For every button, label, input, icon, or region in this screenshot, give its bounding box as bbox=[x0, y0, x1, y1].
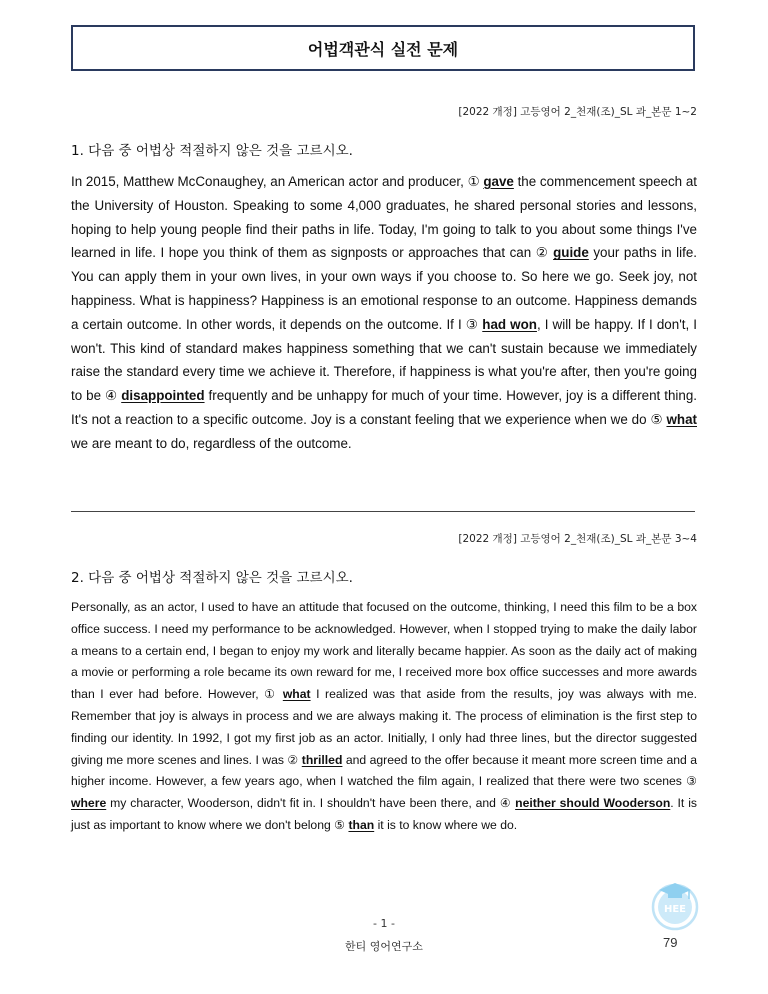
passage-text: I realized was that aside from the results, joy was always with me. Remember that joy is always in process and we are always making it. The process of elimination is the first step to finding our identity. In 1992, I got my first job as an actor. Initially, I only had three lines, but the director suggested giving me more scenes and lines. I was ② bbox=[71, 687, 697, 767]
section-divider bbox=[71, 511, 695, 512]
choice-1: what bbox=[282, 687, 311, 702]
q1-passage bbox=[71, 170, 697, 456]
q2-passage bbox=[71, 597, 697, 837]
page-number: - 1 - bbox=[373, 917, 395, 930]
q1-question: 1. 다음 중 어법상 적절하지 않은 것을 고르시오. bbox=[71, 143, 353, 159]
passage-text: and agreed to the offer because it meant more screen time and a higher income. However, a few years ago, when I watched the film again, I realized that there were two scenes ③ bbox=[71, 752, 698, 789]
page-title: 어법객관식 실전 문제 bbox=[307, 39, 459, 59]
choice-5: than bbox=[348, 817, 375, 832]
q2-source: [2022 개정] 고등영어 2_천재(조)_SL 과_본문 3~4 bbox=[458, 533, 697, 545]
passage-text: In 2015, Matthew McConaughey, an American actor and producer, ① bbox=[71, 174, 484, 189]
passage-text: . It is just as important to know where we don't belong ⑤ bbox=[71, 796, 697, 832]
logo-text: HEE bbox=[663, 904, 687, 915]
choice-2: guide bbox=[553, 245, 589, 261]
choice-4: disappointed bbox=[121, 388, 205, 404]
choice-3: where bbox=[71, 796, 107, 811]
choice-2: thrilled bbox=[301, 752, 343, 767]
choice-3: had won bbox=[482, 316, 537, 332]
passage-text: we are meant to do, regardless of the outcome. bbox=[71, 435, 352, 451]
page-title-box bbox=[71, 25, 695, 71]
q1-source: [2022 개정] 고등영어 2_천재(조)_SL 과_본문 1~2 bbox=[458, 106, 697, 118]
publisher-name: 한티 영어연구소 bbox=[345, 940, 423, 953]
passage-text: , I will be happy. If I don't, I won't. This kind of standard makes happiness something that we can't sustain because we immediately raise the standard every time we achieve it. Therefore, if happiness is what you're after, then you're going to be ④ bbox=[71, 316, 697, 404]
passage-text: Personally, as an actor, I used to have an attitude that focused on the outcome, thinking, I need this film to be a box office success. I need my performance to be acknowledged. However, when I stopped trying to make the daily labor a means to a certain end, I began to enjoy my work and literally became happier. As soon as the daily act of making a movie or performing a role became its own reward for me, I received more box office successes and more awards than I ever had before. However, ① bbox=[71, 600, 697, 702]
choice-4: neither should Wooderson bbox=[515, 796, 671, 811]
passage-text: frequently and be unhappy for much of your time. However, joy is a different thing. It's not a reaction to a specific outcome. Joy is a constant feeling that we experience when we do ⑤ bbox=[71, 388, 697, 427]
hee-logo-icon bbox=[649, 879, 701, 931]
passage-text: your paths in life. You can apply them in your own lives, in your own ways if you choose to. So here we go. Seek joy, not happiness. What is happiness? Happiness is an emotional response to an outcome. Happiness demands a certain outcome. In other words, it depends on the outcome. If I ③ bbox=[71, 245, 698, 332]
choice-5: what bbox=[666, 411, 697, 427]
passage-text: my character, Wooderson, didn't fit in. I shouldn't have been there, and ④ bbox=[106, 796, 516, 811]
passage-text: the commencement speech at the University of Houston. Speaking to some 4,000 graduates, he shared personal stories and lessons, hoping to help young people find their paths in life. Today, I'm going to talk to you about some things I've learned in life. I hope you think of them as signposts or approaches that can ② bbox=[71, 174, 697, 261]
q2-question: 2. 다음 중 어법상 적절하지 않은 것을 고르시오. bbox=[71, 570, 353, 586]
footer-number: 79 bbox=[663, 935, 678, 950]
choice-1: gave bbox=[483, 174, 514, 189]
passage-text: it is to know where we do. bbox=[374, 817, 518, 832]
